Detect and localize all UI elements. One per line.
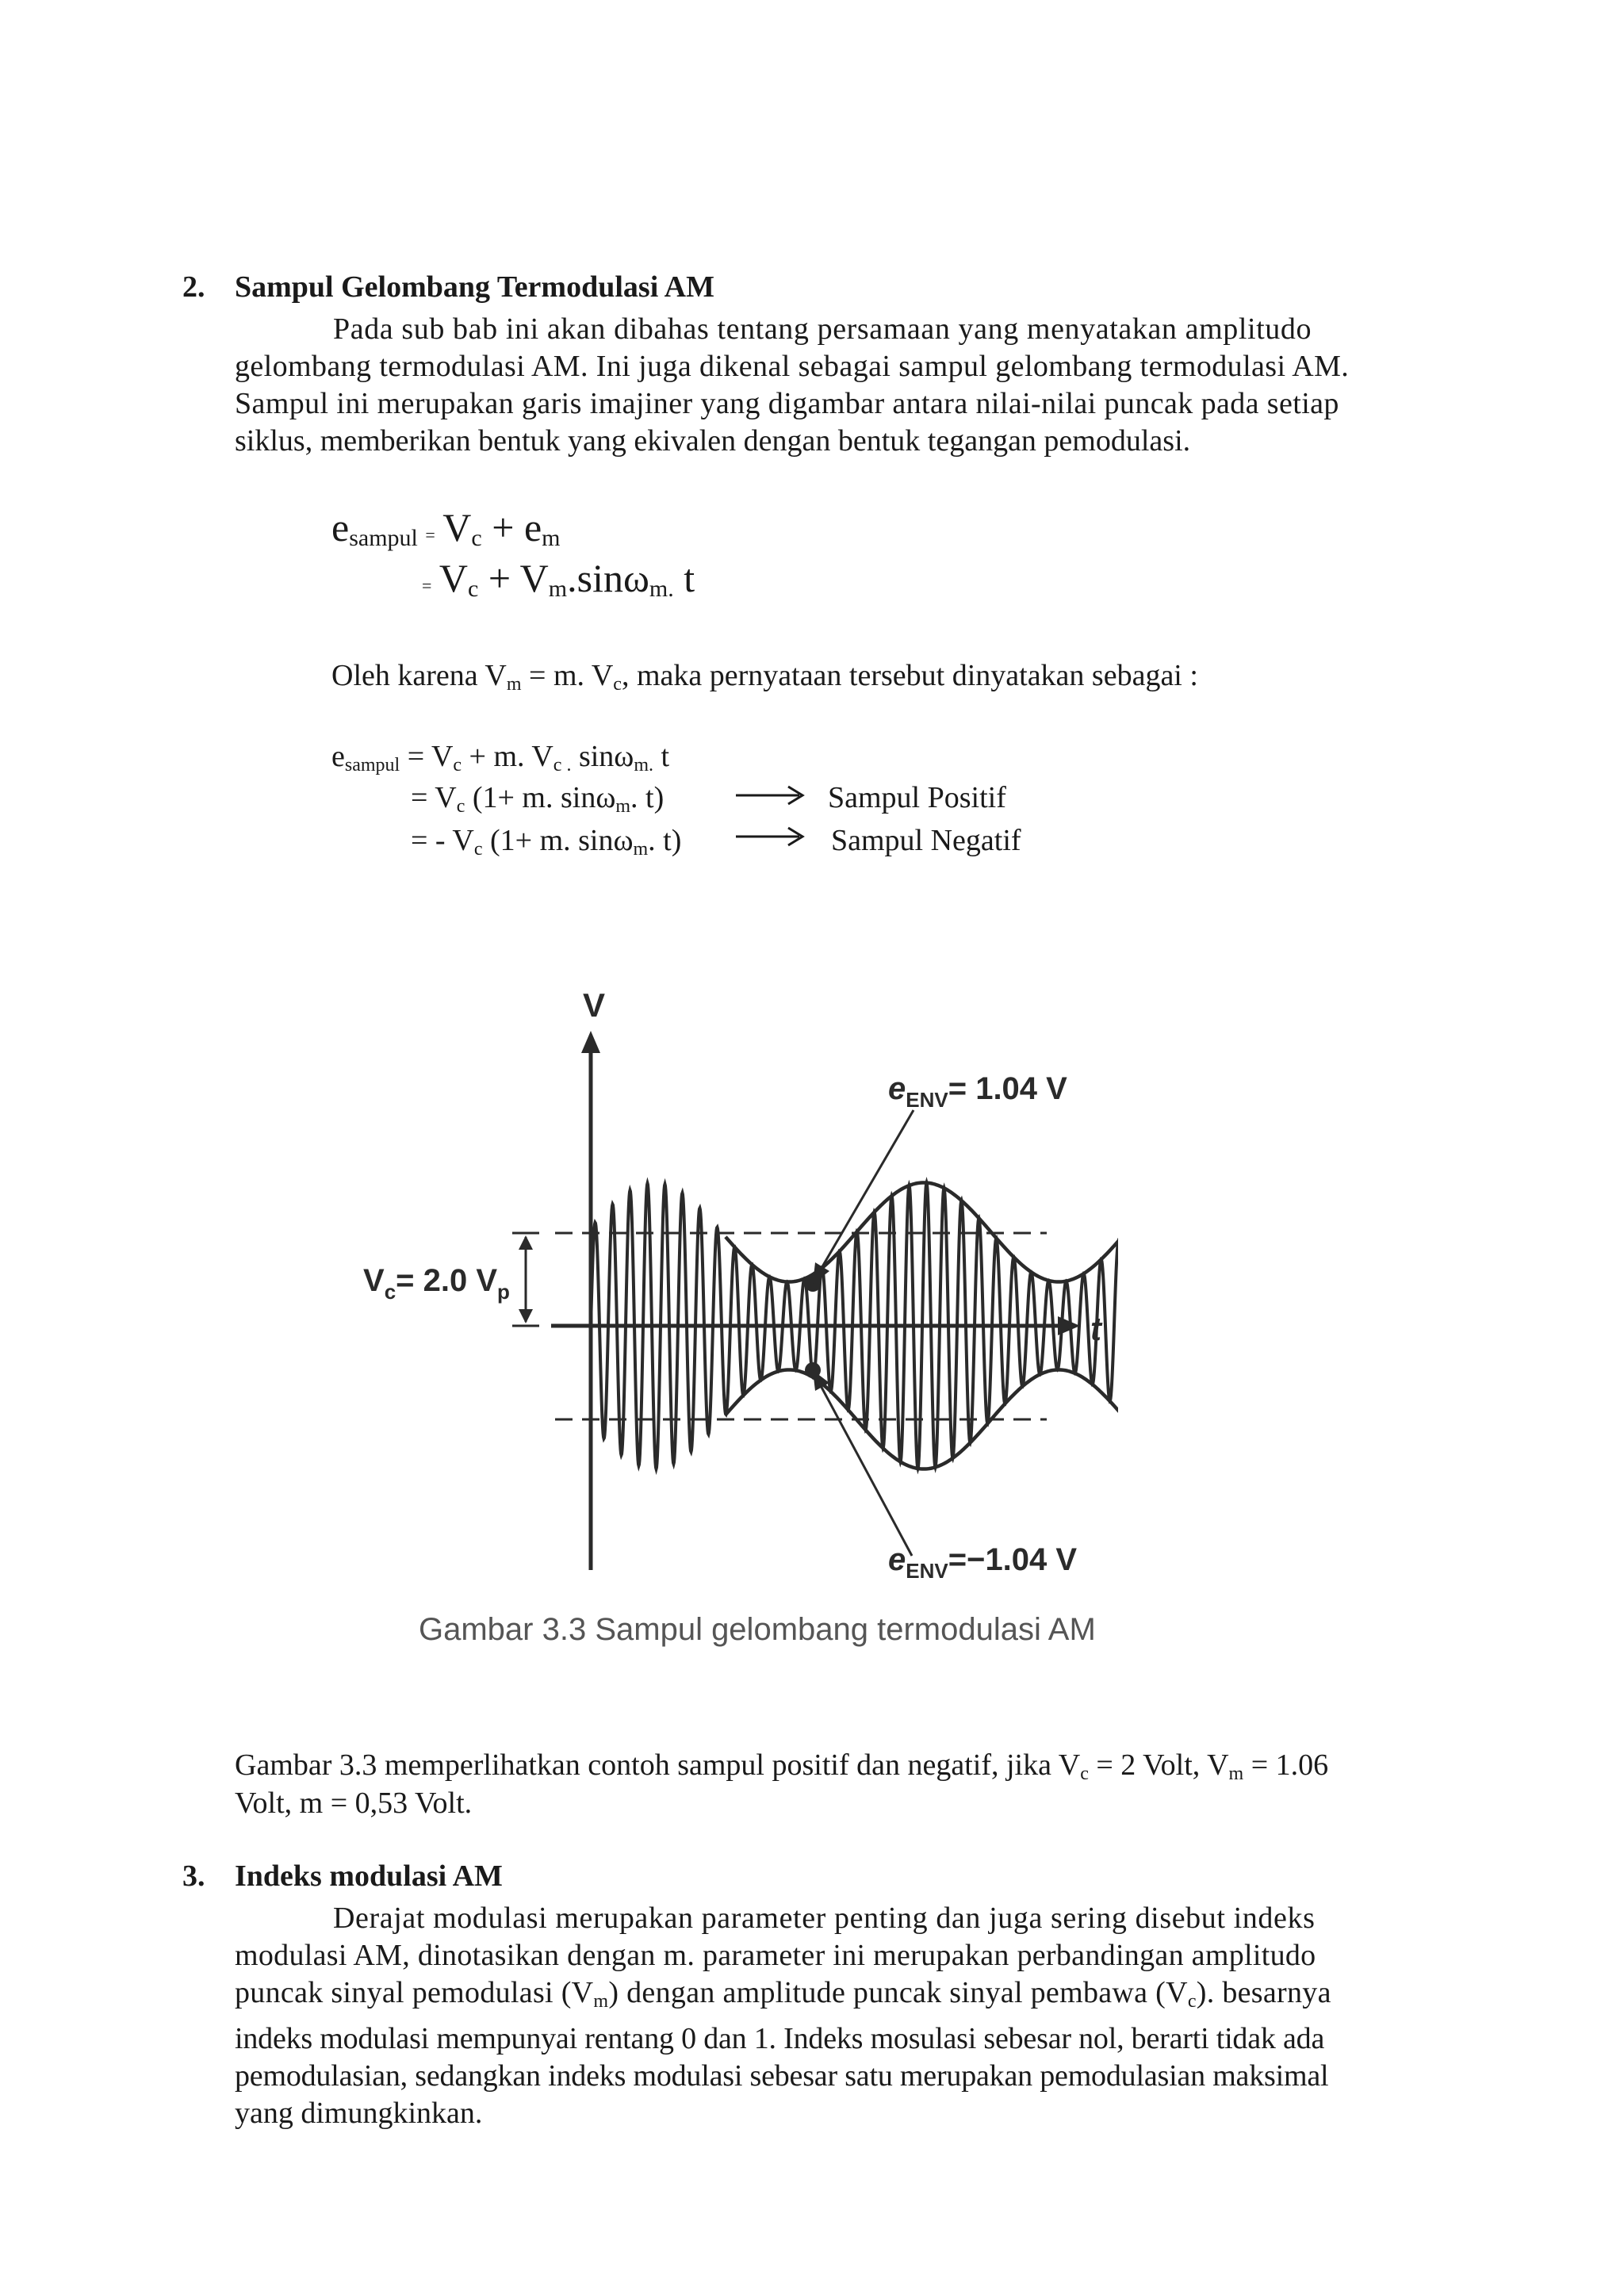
- equation-envelope-2: = $V_c + V_m.\sin\omega_{m.}$ t: [422, 556, 695, 602]
- paragraph-line: indeks modulasi mempunyai rentang 0 dan 1. Indeks mosulasi sebesar nol, berarti tidak ada: [235, 2022, 1325, 2055]
- equation-positive-envelope: = $V_c$ (1+ m. sinω$_m$. t): [411, 781, 665, 817]
- paragraph-line: gelombang termodulasi AM. Ini juga dikenal sebagai sampul gelombang termodulasi AM.: [235, 350, 1350, 383]
- vc-label: $V_c= 2.0$ $V_p$: [363, 1263, 510, 1304]
- equation-statement: Oleh karena $V_m = m$. $V_c$, maka pernyataan tersebut dinyatakan sebagai :: [331, 659, 1198, 695]
- arrow-right-icon: [736, 825, 809, 848]
- y-axis-label: V: [583, 986, 606, 1024]
- section-3-paragraph: [235, 1900, 1456, 2132]
- y-axis-arrowhead: [581, 1031, 600, 1053]
- paragraph-line: Derajat modulasi merupakan parameter penting dan juga sering disebut indeks: [333, 1901, 1316, 1935]
- am-envelope-figure: [349, 975, 1189, 1657]
- equation-envelope-1: $e_{sampul} = V_c + e_m$: [331, 505, 561, 551]
- section-number: 2.: [182, 270, 205, 304]
- figure-caption: Gambar 3.3 Sampul gelombang termodulasi AM: [419, 1612, 1096, 1647]
- vc-dimension-arrow-up: [519, 1235, 533, 1250]
- arrow-right-icon: [736, 783, 809, 807]
- section-title: Indeks modulasi AM: [235, 1859, 503, 1893]
- equation-negative-envelope: = - $V_c$ (1+ m. sinω$_m$. t): [411, 824, 682, 860]
- vc-dimension-arrow-down: [519, 1309, 533, 1323]
- paragraph-line: modulasi AM, dinotasikan dengan m. parameter ini merupakan perbandingan amplitudo: [235, 1939, 1316, 1972]
- figure-description-line-2: Volt, m = 0,53 Volt.: [235, 1787, 473, 1820]
- section-2-paragraph: [235, 311, 1456, 460]
- paragraph-line: yang dimungkinkan.: [235, 2097, 483, 2130]
- negative-envelope-label: $e_{ENV}=-1.04$ V: [888, 1542, 1078, 1583]
- paragraph-line: Sampul ini merupakan garis imajiner yang digambar antara nilai-nilai puncak pada setiap: [235, 387, 1339, 420]
- paragraph-line: pemodulasian, sedangkan indeks modulasi sebesar satu merupakan pemodulasian maksimal: [235, 2059, 1329, 2093]
- paragraph-line: Pada sub bab ini akan dibahas tentang persamaan yang menyatakan amplitudo: [333, 312, 1312, 346]
- negative-envelope-label: Sampul Negatif: [831, 824, 1021, 857]
- positive-envelope-label: $e_{ENV}= 1.04$ V: [888, 1071, 1067, 1112]
- section-title: Sampul Gelombang Termodulasi AM: [235, 270, 714, 304]
- figure-description-line-1: Gambar 3.3 memperlihatkan contoh sampul positif dan negatif, jika $V_c = 2$ Volt, $V_m = 1.06$: [235, 1748, 1329, 1784]
- positive-envelope-label: Sampul Positif: [828, 781, 1006, 814]
- paragraph-line: siklus, memberikan bentuk yang ekivalen dengan bentuk tegangan pemodulasi.: [235, 424, 1191, 458]
- paragraph-line: puncak sinyal pemodulasi $(V_m)$ dengan amplitude puncak sinyal pembawa $(V_c)$. besarnya: [235, 1976, 1331, 2012]
- x-axis-label: t: [1090, 1310, 1101, 1347]
- equation-envelope-3: $e_{sampul} = V_c + m$. $V_{c .}$ sinω$_{m.}$ t: [331, 740, 670, 776]
- section-number: 3.: [182, 1859, 205, 1893]
